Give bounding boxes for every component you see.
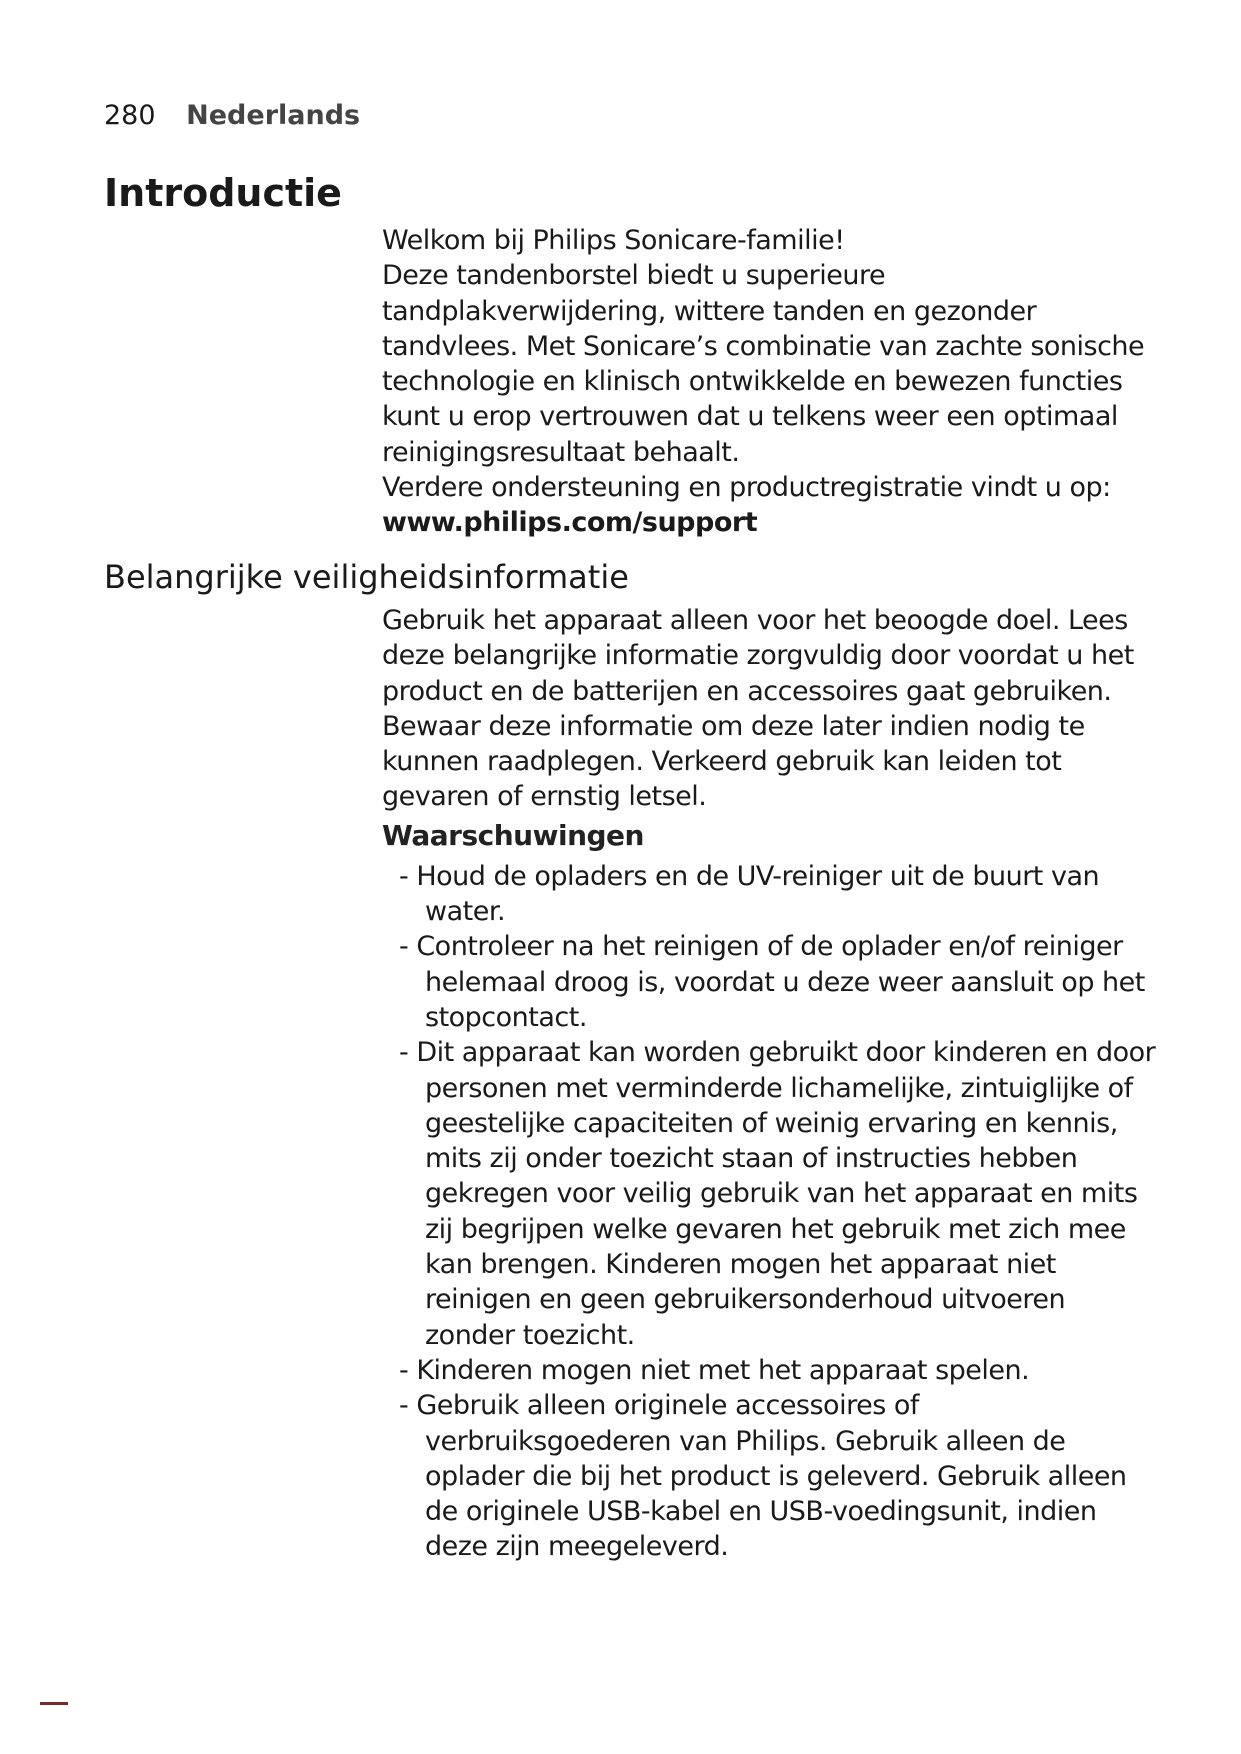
support-text: Verdere ondersteuning en productregistratie vindt u op: bbox=[382, 472, 1111, 504]
page-number: 280 bbox=[104, 100, 156, 131]
safety-title: Belangrijke veiligheidsinformatie bbox=[104, 558, 629, 596]
welcome-text: Welkom bij Philips Sonicare-familie! bbox=[382, 225, 845, 256]
warning-item: - Controleer na het reinigen of de oplader en/of reiniger helemaal droog is, voordat u deze weer aansluit op het stopcontact. bbox=[382, 929, 1162, 1035]
warning-item: - Gebruik alleen originele accessoires of verbruiksgoederen van Philips. Gebruik alleen de oplader die bij het product is geleverd. Gebruik alleen de originele USB-kabel en USB-voedingsunit, indien deze zijn meegeleverd. bbox=[382, 1388, 1162, 1564]
intro-title: Introductie bbox=[104, 171, 342, 215]
language-label: Nederlands bbox=[186, 100, 361, 131]
page-header bbox=[104, 98, 360, 134]
warnings-heading: Waarschuwingen bbox=[382, 818, 644, 852]
support-link[interactable]: www.philips.com/support bbox=[382, 507, 758, 539]
warning-item: - Houd de opladers en de UV-reiniger uit de buurt van water. bbox=[382, 859, 1162, 930]
footer-mark bbox=[40, 1702, 68, 1705]
intro-section bbox=[382, 223, 1162, 541]
warning-item: - Dit apparaat kan worden gebruikt door kinderen en door personen met verminderde lichamelijke, zintuiglijke of geestelijke capaciteiten of weinig ervaring en kennis, mits zij onder toezicht staan of instructies hebben gekregen voor veilig gebruik van het apparaat en mits zij begrijpen welke gevaren het gebruik met zich mee kan brengen. Kinderen mogen het apparaat niet reinigen en geen gebruikersonderhoud uitvoeren zonder toezicht. bbox=[382, 1035, 1162, 1353]
warnings-list bbox=[382, 859, 1162, 1565]
intro-body: Deze tandenborstel biedt u superieure tandplakverwijdering, wittere tanden en gezonder tandvlees. Met Sonicare’s combinatie van zachte sonische technologie en klinisch ontwikkelde en bewezen functies kunt u erop vertrouwen dat u telkens weer een optimaal reinigingsresultaat behaalt. bbox=[382, 260, 1145, 468]
safety-section bbox=[382, 603, 1162, 1565]
warning-item: - Kinderen mogen niet met het apparaat spelen. bbox=[382, 1353, 1162, 1388]
safety-body: Gebruik het apparaat alleen voor het beoogde doel. Lees deze belangrijke informatie zorgvuldig door voordat u het product en de batterijen en accessoires gaat gebruiken. Bewaar deze informatie om deze later indien nodig te kunnen raadplegen. Verkeerd gebruik kan leiden tot gevaren of ernstig letsel. bbox=[382, 605, 1134, 813]
